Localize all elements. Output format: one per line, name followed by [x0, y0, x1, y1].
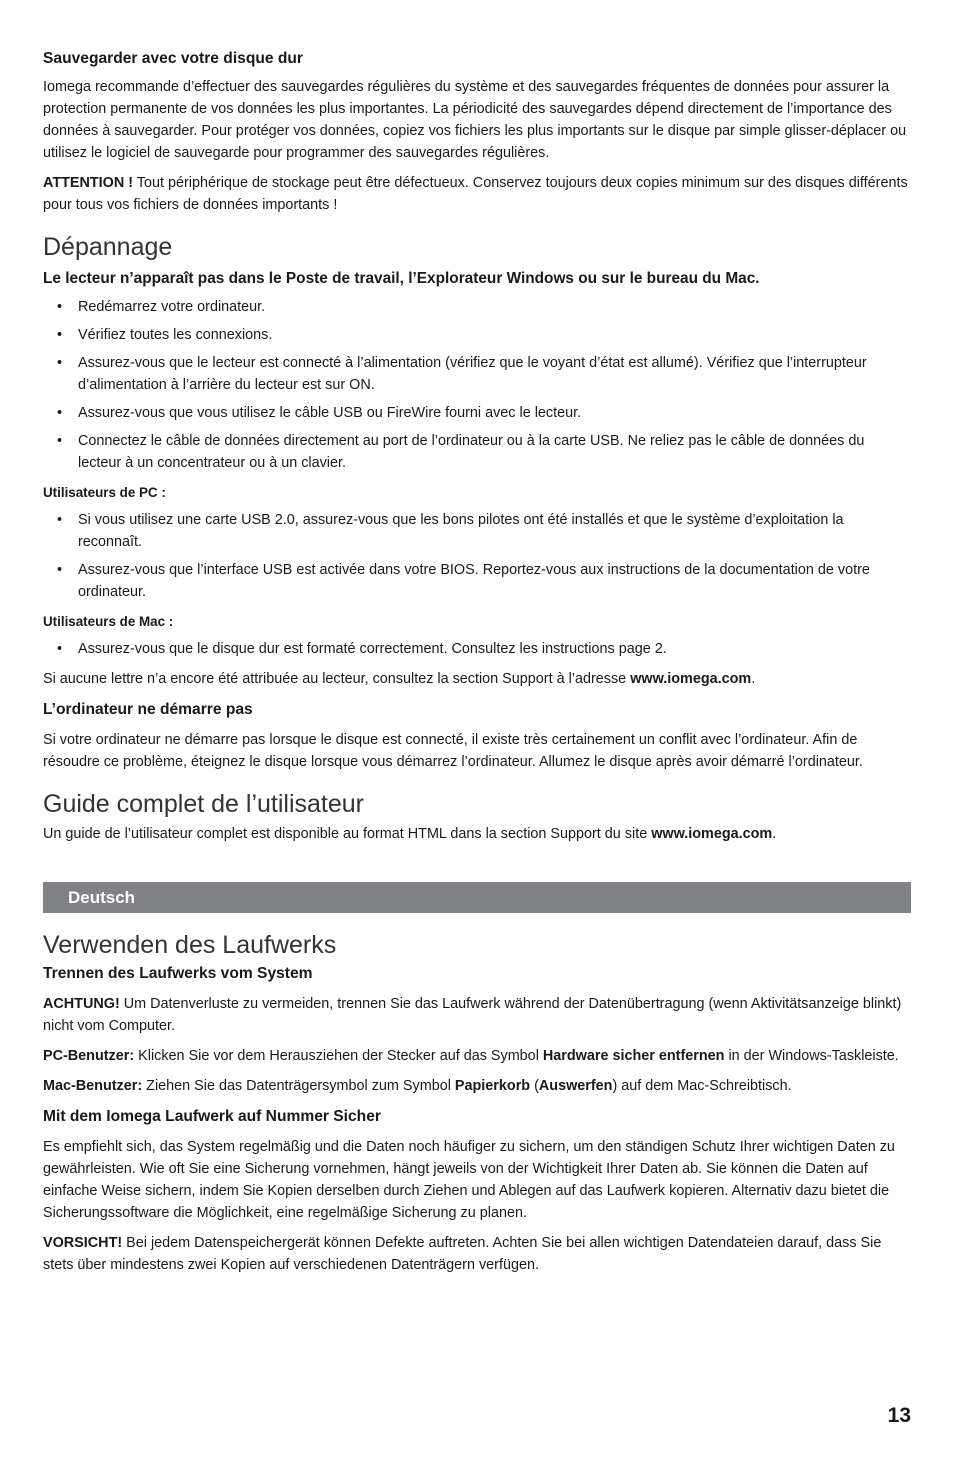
paragraph-sauvegarder: Iomega recommande d’effectuer des sauvegardes régulières du système et des sauvegardes fréquentes de données pour assurer la protection permanente de vos données les plus importantes. La périodicité des sauvegardes dépend directement de l’importance des données à sauvegarder. Pour protéger vos données, copiez vos fichiers les plus importants sur le disque par simple glisser-déplacer ou utilisez le logiciel de sauvegarde pour programmer des sauvegardes régulières. [43, 79, 907, 161]
list-item: • Assurez-vous que vous utilisez le câble USB ou FireWire fourni avec le lecteur. [57, 405, 582, 421]
section-heading-sauvegarder: Sauvegarder avec votre disque dur [43, 50, 303, 67]
section-heading-boot: L’ordinateur ne démarre pas [43, 701, 253, 718]
mac-benutzer-label: Mac-Benutzer: [43, 1078, 143, 1094]
paragraph-guide: Un guide de l’utilisateur complet est disponible au format HTML dans la section Support du site www.iomega.com. [43, 826, 777, 842]
mac-users-label: Utilisateurs de Mac : [43, 614, 174, 629]
pc-users-label: Utilisateurs de PC : [43, 485, 166, 500]
list-item: • Assurez-vous que l’interface USB est activée dans votre BIOS. Reportez-vous aux instructions de la documentation de votre ordinateur. [57, 562, 870, 600]
mac-users-list [43, 638, 911, 660]
paragraph-sicher: Es empfiehlt sich, das System regelmäßig und die Daten noch häufiger zu sichern, um den ständigen Schutz Ihrer wichtigen Daten zu gewährleisten. Wie oft Sie eine Sicherung vornehmen, hängt jeweils von der Wichtigkeit Ihrer Daten ab. Sie können die Daten auf einfache Weise sichern, indem Sie Kopien derselben durch Ziehen und Ablegen auf das Laufwerk kopieren. Alternativ dazu bietet die Sicherungssoftware die Möglichkeit, eine regelmäßige Sicherung zu planen. [43, 1139, 895, 1221]
section-heading-trennen: Trennen des Laufwerks vom System [43, 965, 313, 982]
mac-benutzer-note: Mac-Benutzer: Ziehen Sie das Datenträgersymbol zum Symbol Papierkorb (Auswerfen) auf dem Mac-Schreibtisch. [43, 1078, 792, 1094]
list-item: • Assurez-vous que le disque dur est formaté correctement. Consultez les instructions page 2. [57, 641, 667, 657]
list-item: • Vérifiez toutes les connexions. [57, 327, 273, 343]
paragraph-boot: Si votre ordinateur ne démarre pas lorsque le disque est connecté, il existe très certainement un conflit avec l’ordinateur. Afin de résoudre ce problème, éteignez le disque lorsque vous démarrez l’ordinateur. Allumez le disque après avoir démarré l’ordinateur. [43, 732, 863, 770]
achtung-label: ACHTUNG! [43, 996, 120, 1012]
list-item: • Connectez le câble de données directement au port de l’ordinateur ou à la carte USB. Ne reliez pas le câble de données du lecteur à un concentrateur ou à un clavier. [57, 433, 865, 471]
pc-benutzer-label: PC-Benutzer: [43, 1048, 135, 1064]
list-item: • Assurez-vous que le lecteur est connecté à l’alimentation (vérifiez que le voyant d’état est allumé). Vérifiez que l’interrupteur d’alimentation à l’arrière du lecteur est sur ON. [57, 355, 867, 393]
language-label: Deutsch [68, 888, 136, 907]
attention-label: ATTENTION ! [43, 175, 134, 191]
attention-text: Tout périphérique de stockage peut être défectueux. Conservez toujours deux copies minimum sur des disques différents pour tous vos fichiers de données importants ! [43, 175, 908, 213]
pc-benutzer-note: PC-Benutzer: Klicken Sie vor dem Herausziehen der Stecker auf das Symbol Hardware sicher entfernen in der Windows-Taskleiste. [43, 1048, 899, 1064]
heading-verwenden: Verwenden des Laufwerks [43, 931, 337, 959]
section-heading-sicher: Mit dem Iomega Laufwerk auf Nummer Sicher [43, 1108, 381, 1125]
attention-note [43, 172, 911, 216]
list-item: • Si vous utilisez une carte USB 2.0, assurez-vous que les bons pilotes ont été installés et que le système d’exploitation la reconnaît. [57, 512, 844, 550]
troubleshoot-lead: Le lecteur n’apparaît pas dans le Poste de travail, l’Explorateur Windows ou sur le bureau du Mac. [43, 270, 760, 287]
page-number: 13 [887, 1404, 911, 1427]
achtung-note: ACHTUNG! Um Datenverluste zu vermeiden, trennen Sie das Laufwerk während der Datenübertragung (wenn Aktivitätsanzeige blinkt) nicht vom Computer. [43, 996, 902, 1034]
heading-depannage: Dépannage [43, 233, 173, 261]
vorsicht-label: VORSICHT! [43, 1235, 123, 1251]
heading-guide: Guide complet de l’utilisateur [43, 790, 364, 818]
drive-letter-note: Si aucune lettre n’a encore été attribuée au lecteur, consultez la section Support à l’adresse www.iomega.com. [43, 671, 756, 687]
document-page [43, 48, 911, 1276]
pc-users-list [43, 509, 911, 603]
list-item: • Redémarrez votre ordinateur. [57, 299, 266, 315]
support-link[interactable]: www.iomega.com [630, 671, 752, 687]
troubleshoot-list [43, 296, 911, 474]
language-band [43, 882, 911, 913]
vorsicht-note: VORSICHT! Bei jedem Datenspeichergerät können Defekte auftreten. Achten Sie bei allen wichtigen Datendateien darauf, dass Sie stets über mindestens zwei Kopien auf verschiedenen Datenträgern verfügen. [43, 1235, 882, 1273]
guide-link[interactable]: www.iomega.com [651, 826, 773, 842]
